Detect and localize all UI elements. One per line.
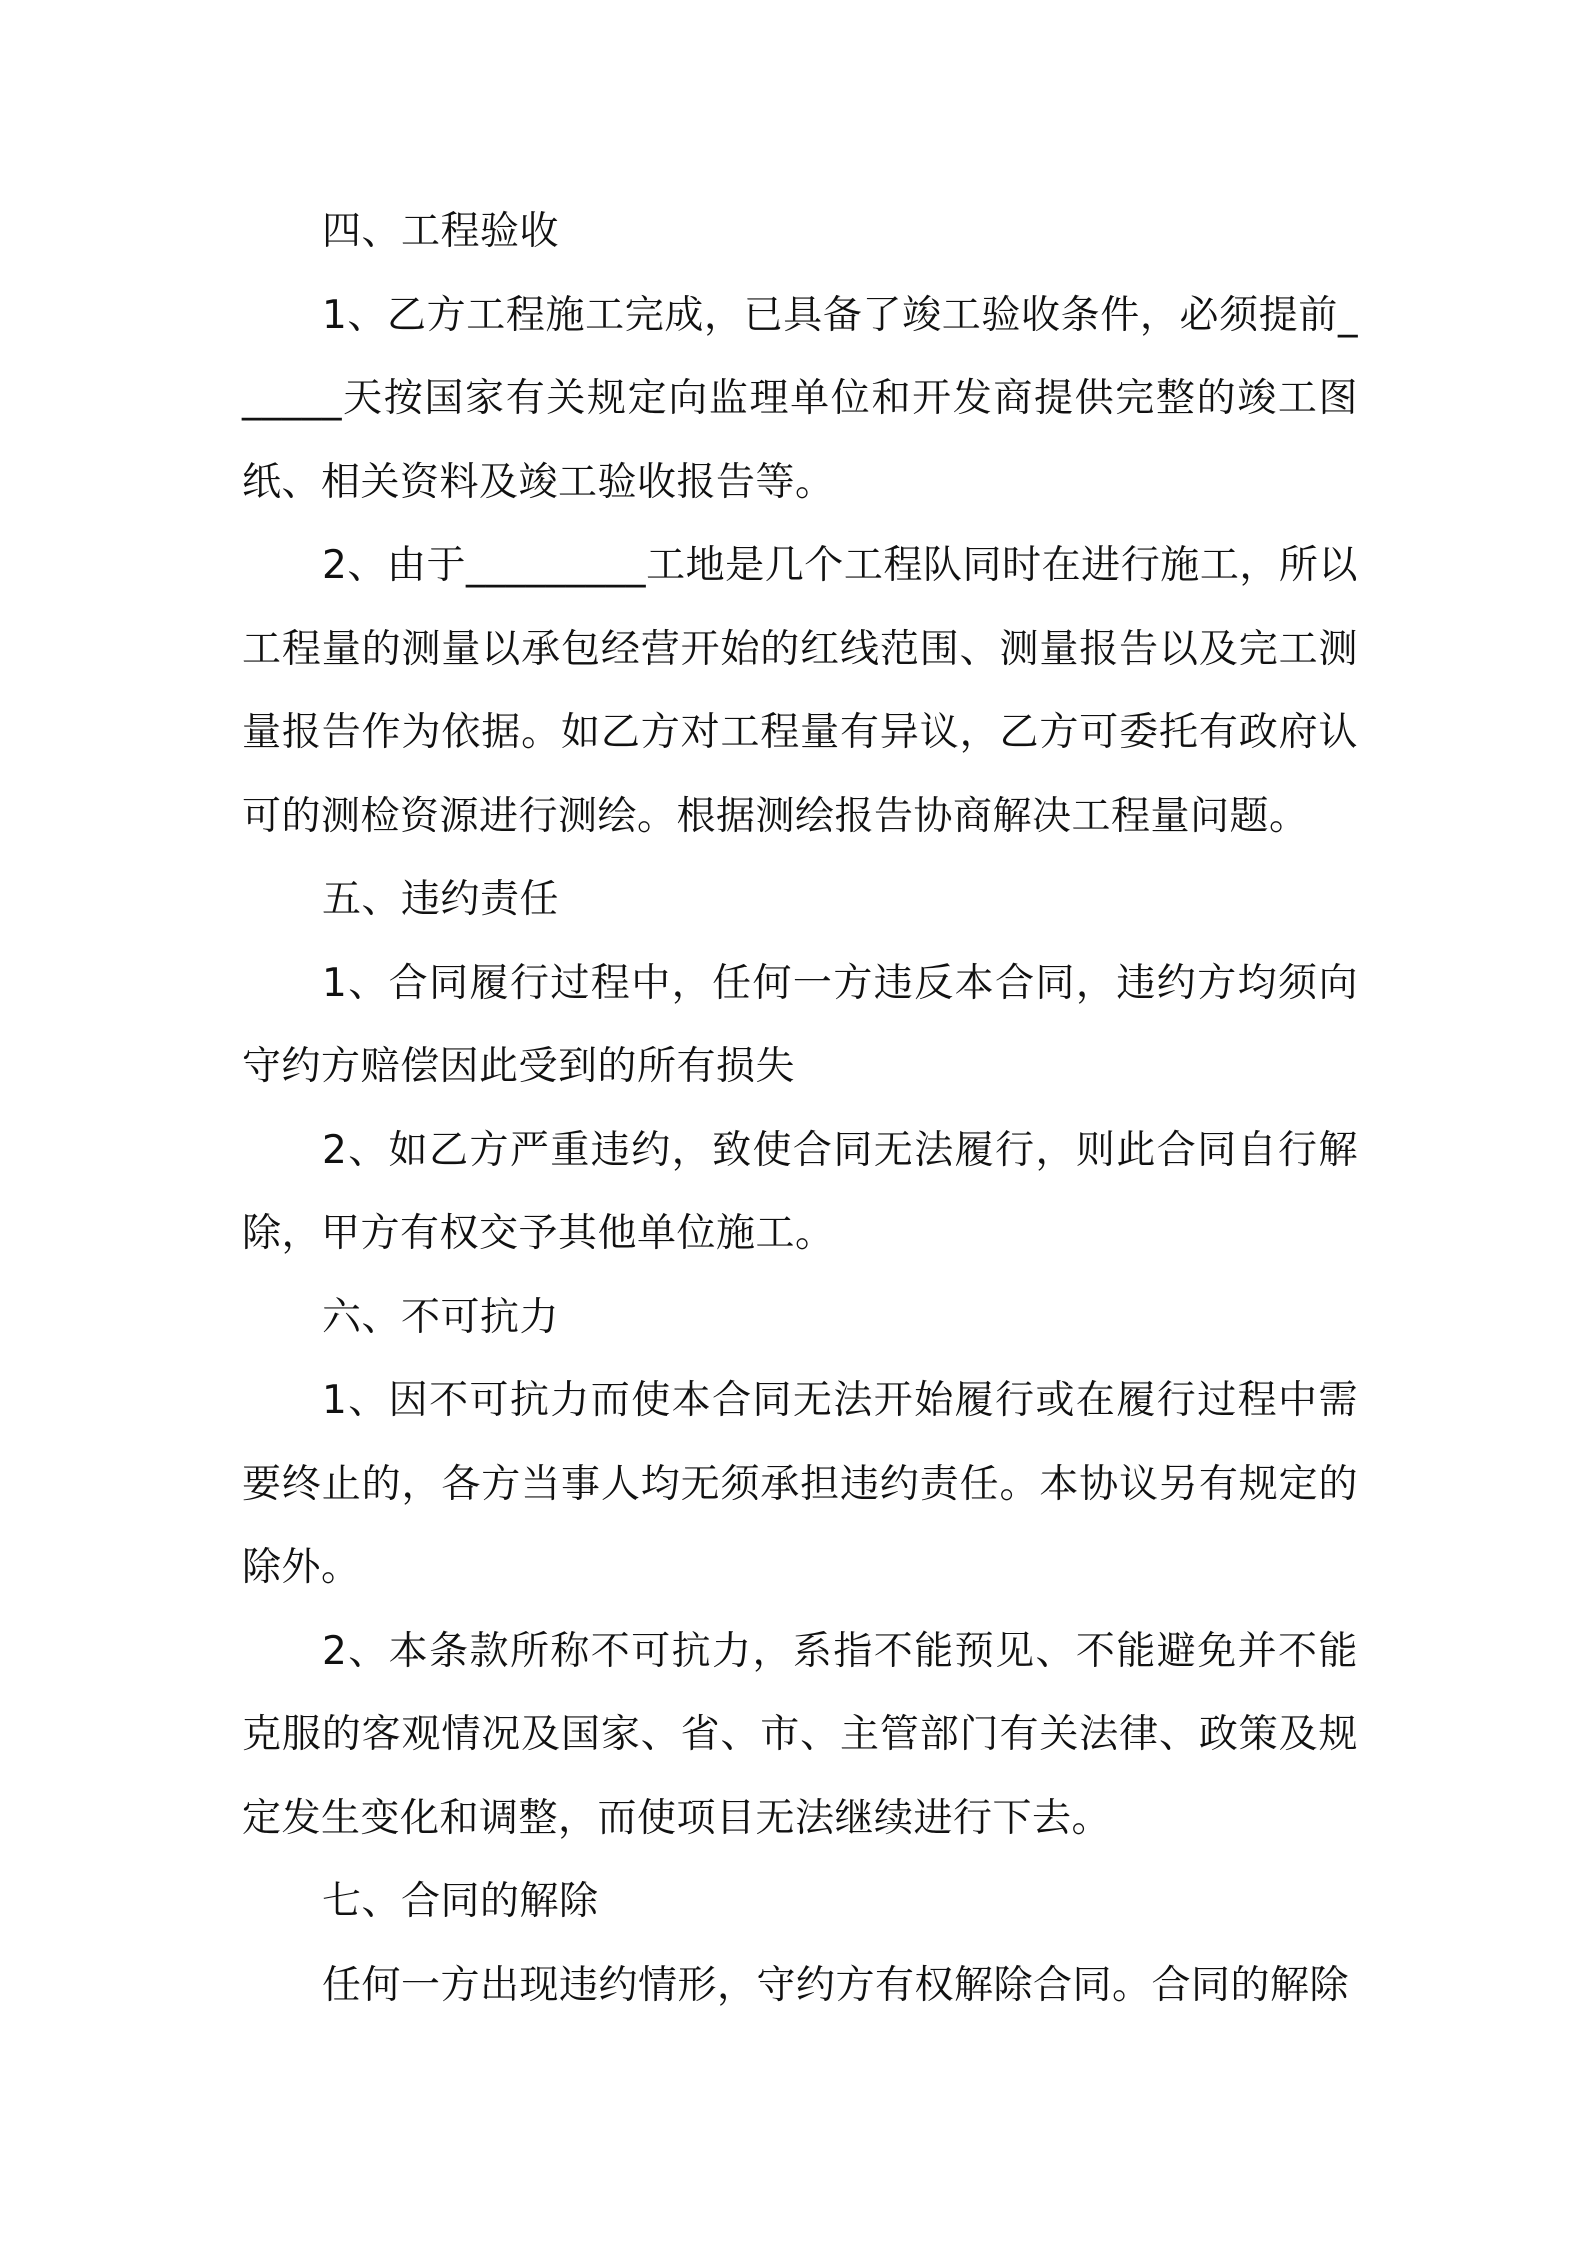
section-heading-termination: 七、合同的解除 bbox=[322, 1879, 599, 1924]
clause-breach-2: 2、如乙方严重违约，致使合同无法履行，则此合同自行解除，甲方有权交予其他单位施工。 bbox=[242, 1127, 1358, 1256]
clause-breach-1: 1、合同履行过程中，任何一方违反本合同，违约方均须向守约方赔偿因此受到的所有损失 bbox=[242, 960, 1358, 1089]
clause-acceptance-1: 1、乙方工程施工完成，已具备了竣工验收条件，必须提前______天按国家有关规定向监理单位和开发商提供完整的竣工图纸、相关资料及竣工验收报告等。 bbox=[242, 292, 1358, 505]
section-heading-acceptance: 四、工程验收 bbox=[322, 209, 560, 254]
clause-force-majeure-1: 1、因不可抗力而使本合同无法开始履行或在履行过程中需要终止的，各方当事人均无须承担违约责任。本协议另有规定的除外。 bbox=[242, 1378, 1358, 1590]
clause-termination-1: 任何一方出现违约情形，守约方有权解除合同。合同的解除 bbox=[322, 1962, 1350, 2008]
section-heading-force-majeure: 六、不可抗力 bbox=[322, 1294, 560, 1340]
clause-acceptance-2: 2、由于_________工地是几个工程队同时在进行施工，所以工程量的测量以承包经营开始的红线范围、测量报告以及完工测量报告作为依据。如乙方对工程量有异议，乙方可委托有政府认可的测检资源进行测绘。根据测绘报告协商解决工程量问题。 bbox=[242, 543, 1358, 839]
document-body bbox=[242, 190, 1358, 2027]
section-heading-breach: 五、违约责任 bbox=[322, 877, 560, 922]
clause-force-majeure-2: 2、本条款所称不可抗力，系指不能预见、不能避免并不能克服的客观情况及国家、省、市、主管部门有关法律、政策及规定发生变化和调整，而使项目无法继续进行下去。 bbox=[242, 1628, 1358, 1841]
